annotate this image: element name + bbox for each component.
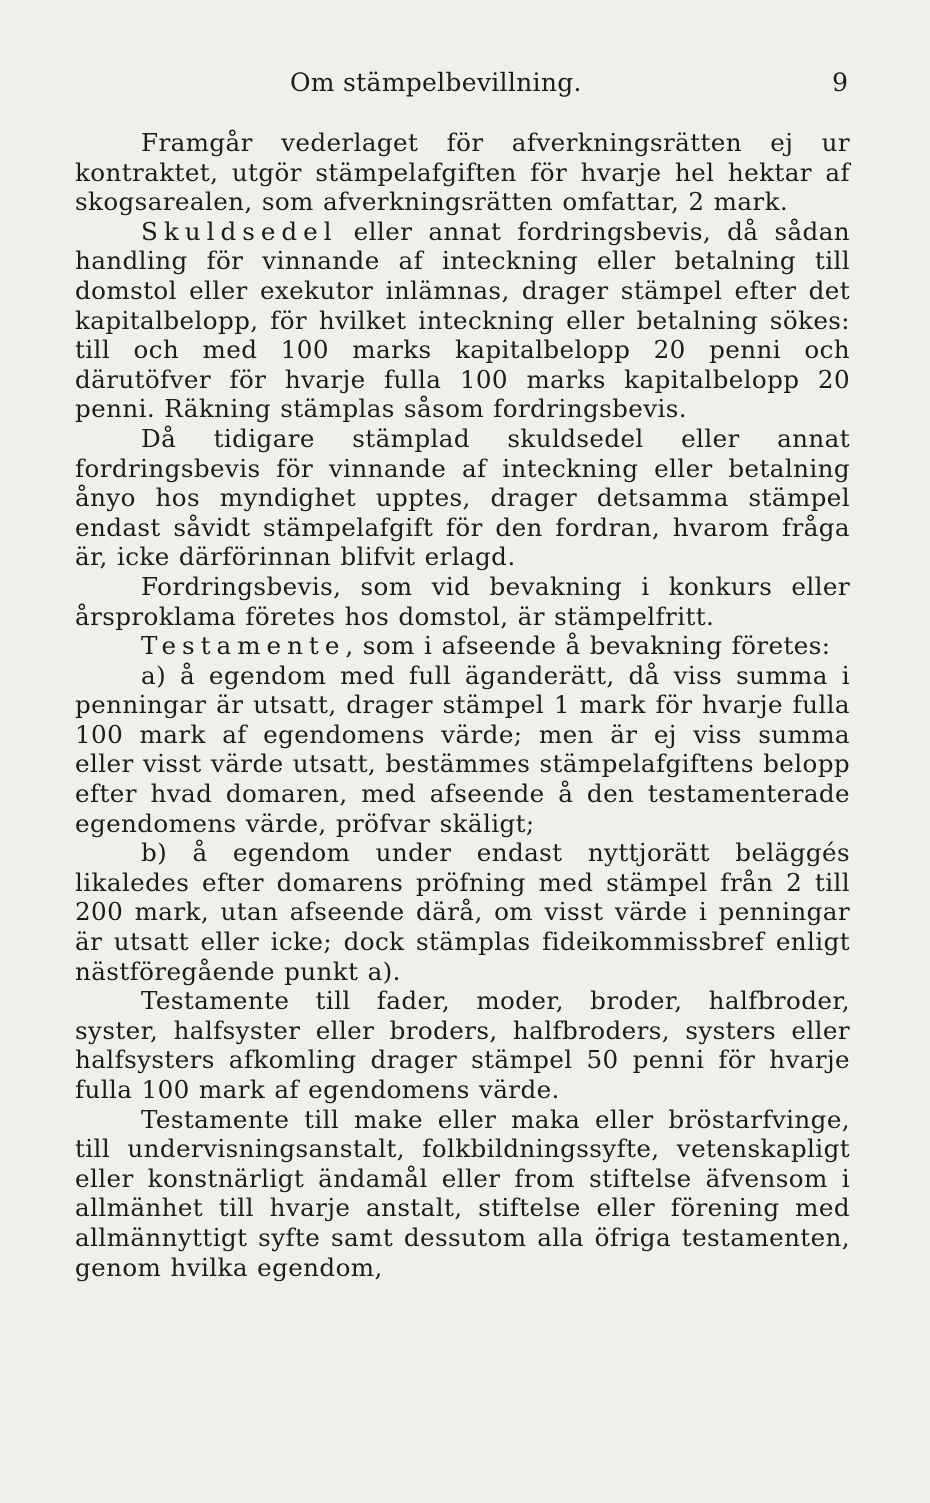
paragraph-4 xyxy=(75,572,850,631)
paragraph-text: Fordringsbevis, som vid bevakning i konkurs eller årsproklama företes hos domstol, är stämpelfritt. xyxy=(75,571,850,631)
paragraph-5 xyxy=(75,631,850,661)
paragraph-1 xyxy=(75,128,850,217)
paragraph-2 xyxy=(75,217,850,424)
paragraph-text: Testamente till make eller maka eller bröstarfvinge, till undervisningsanstalt, folkbildningssyfte, vetenskapligt eller konstnärligt ändamål eller from stiftelse äfvensom i allmänhet till hvarje anstalt, stiftelse eller förening med allmännyttigt syfte samt dessutom alla öfriga testamenten, genom hvilka egendom, xyxy=(75,1104,850,1282)
paragraph-text: , som i afseende å bevakning företes: xyxy=(345,631,831,661)
body-text xyxy=(75,128,850,1282)
paragraph-text: a) å egendom med full äganderätt, då viss summa i penningar är utsatt, drager stämpel 1 mark för hvarje fulla 100 mark af egendomens värde; men är ej viss summa eller visst värde utsatt, bestämmes stämpelafgiftens belopp efter hvad domaren, med afseende å den testamenterade egendomens värde, pröfvar skäligt; xyxy=(75,660,850,838)
paragraph-8 xyxy=(75,986,850,1104)
paragraph-text: Framgår vederlaget för afverkningsrätten ej ur kontraktet, utgör stämpelafgiften för hvarje hel hektar af skogsarealen, som afverkningsrätten omfattar, 2 mark. xyxy=(75,128,850,217)
spaced-term-skuldsedel: Skuldsedel xyxy=(141,216,338,246)
paragraph-3 xyxy=(75,424,850,572)
page-header xyxy=(75,68,850,108)
paragraph-6 xyxy=(75,661,850,839)
page-number: 9 xyxy=(832,68,848,97)
paragraph-text: eller annat fordringsbevis, då sådan handling för vinnande af inteckning eller betalning till domstol eller exekutor inlämnas, drager stämpel efter det kapitalbelopp, för hvilket inteckning eller betalning sökes: till och med 100 marks kapitalbelopp 20 penni och därutöfver för hvarje fulla 100 marks kapitalbelopp 20 penni. Räkning stämplas såsom fordringsbevis. xyxy=(75,216,850,424)
paragraph-7 xyxy=(75,838,850,986)
paragraph-text: Då tidigare stämplad skuldsedel eller annat fordringsbevis för vinnande af inteckning eller betalning ånyo hos myndighet upptes, drager detsamma stämpel endast såvidt stämpelafgift för den fordran, hvarom fråga är, icke därförinnan blifvit erlagd. xyxy=(75,423,850,572)
spaced-term-testamente: Testamente xyxy=(141,631,346,661)
running-head: Om stämpelbevillning. xyxy=(290,68,582,97)
paragraph-text: Testamente till fader, moder, broder, halfbroder, syster, halfsyster eller broders, halfbroders, systers eller halfsysters afkomling drager stämpel 50 penni för hvarje fulla 100 mark af egendomens värde. xyxy=(75,986,850,1104)
paragraph-9 xyxy=(75,1105,850,1283)
paragraph-text: b) å egendom under endast nyttjorätt beläggés likaledes efter domarens pröfning med stämpel från 2 till 200 mark, utan afseende därå, om visst värde i penningar är utsatt eller icke; dock stämplas fideikommissbref enligt nästföregående punkt a). xyxy=(75,838,850,986)
